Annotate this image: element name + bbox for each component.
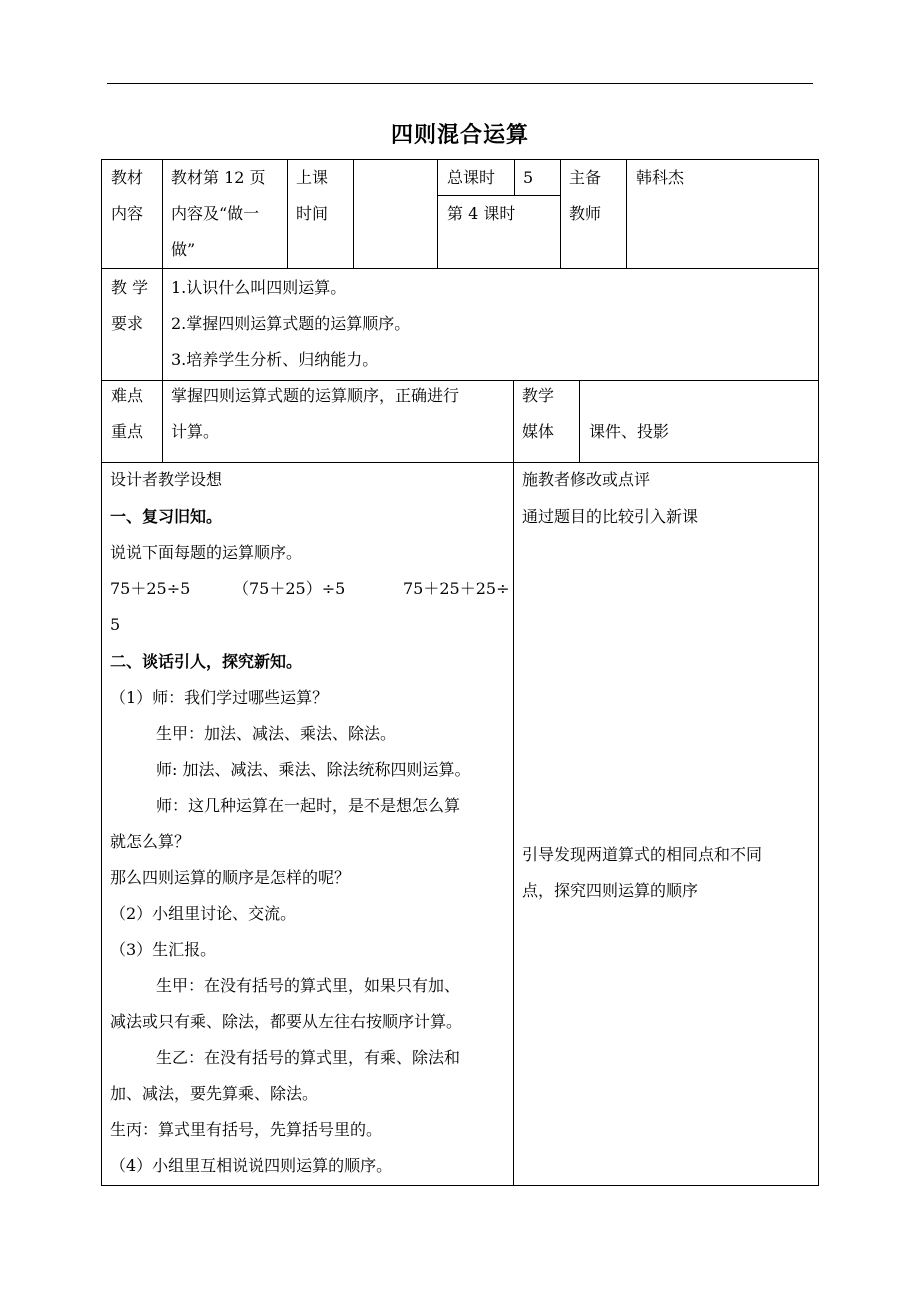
material-value: 做” (171, 240, 196, 259)
col-divider (560, 159, 561, 268)
label-material: 内容 (111, 204, 144, 223)
design-line: （1）师：我们学过哪些运算？ (110, 688, 329, 707)
design-line: （2）小组里讨论、交流。 (110, 904, 297, 923)
col-divider (162, 380, 163, 462)
teacher-name: 韩科杰 (636, 168, 685, 187)
lesson-number: 第 4 课时 (447, 204, 516, 223)
col-divider (437, 159, 438, 268)
requirement-item: 2.掌握四则运算式题的运算顺序。 (171, 314, 411, 333)
requirement-item: 1.认识什么叫四则运算。 (171, 278, 347, 297)
requirement-item: 3.培养学生分析、归纳能力。 (171, 350, 379, 369)
label-teacher: 教师 (569, 204, 602, 223)
comments-heading: 施教者修改或点评 (522, 470, 651, 489)
design-line: 加、减法，要先算乘、除法。 (110, 1084, 319, 1103)
material-value: 教材第 12 页 (171, 168, 266, 187)
section-new-knowledge: 二、谈话引人，探究新知。 (110, 652, 303, 671)
design-line: 生乙：在没有括号的算式里，有乘、除法和 (156, 1048, 461, 1067)
design-line: 就怎么算？ (110, 832, 191, 851)
key-points-text: 掌握四则运算式题的运算顺序，正确进行 (171, 386, 460, 405)
design-line: 生甲：加法、减法、乘法、除法。 (156, 724, 397, 743)
media-value: 课件、投影 (589, 422, 670, 441)
key-points-text: 计算。 (171, 422, 220, 441)
label-media: 教学 (522, 386, 555, 405)
lesson-plan-table (101, 159, 819, 1186)
review-prompt: 说说下面每题的运算顺序。 (110, 543, 303, 562)
col-divider (513, 380, 514, 1186)
design-line: 师: 加法、减法、乘法、除法统称四则运算。 (156, 760, 471, 779)
col-divider (162, 268, 163, 380)
expression: （75＋25）÷5 (233, 579, 346, 598)
design-line: 生丙：算式里有括号，先算括号里的。 (110, 1120, 383, 1139)
label-material: 教材 (111, 168, 144, 187)
design-line: 那么四则运算的顺序是怎样的呢？ (110, 868, 351, 887)
col-divider (579, 380, 580, 462)
col-divider (514, 159, 515, 195)
design-line: （4）小组里互相说说四则运算的顺序。 (110, 1156, 393, 1175)
comment-note: 通过题目的比较引入新课 (522, 507, 699, 526)
expression: 75＋25÷5 (110, 579, 191, 598)
label-requirements: 教 学 (111, 278, 149, 297)
label-teacher: 主备 (569, 168, 602, 187)
label-time: 时间 (296, 204, 329, 223)
section-review: 一、复习旧知。 (110, 507, 223, 526)
comment-note: 点，探究四则运算的顺序 (522, 881, 699, 900)
expression: 75＋25＋25÷ (403, 579, 510, 598)
total-hours-value: 5 (523, 168, 534, 187)
header-rule (107, 83, 813, 84)
col-divider (626, 159, 627, 268)
design-heading: 设计者教学设想 (110, 470, 223, 489)
comment-note: 引导发现两道算式的相同点和不同 (522, 845, 763, 864)
design-line: （3）生汇报。 (110, 940, 217, 959)
label-total-hours: 总课时 (447, 168, 496, 187)
label-media: 媒体 (522, 422, 555, 441)
col-divider (162, 159, 163, 268)
material-value: 内容及“做一 (171, 204, 260, 223)
label-key-points: 难点 (111, 386, 144, 405)
design-line: 减法或只有乘、除法，都要从左往右按顺序计算。 (110, 1012, 463, 1031)
label-time: 上课 (296, 168, 329, 187)
page-title: 四则混合运算 (390, 123, 529, 148)
col-divider (287, 159, 288, 268)
row-divider (101, 268, 819, 269)
design-line: 师：这几种运算在一起时，是不是想怎么算 (156, 796, 461, 815)
design-line: 生甲：在没有括号的算式里，如果只有加、 (156, 976, 461, 995)
expression-continued: 5 (110, 615, 121, 634)
label-key-points: 重点 (111, 422, 144, 441)
col-divider (353, 159, 354, 268)
label-requirements: 要求 (111, 314, 144, 333)
